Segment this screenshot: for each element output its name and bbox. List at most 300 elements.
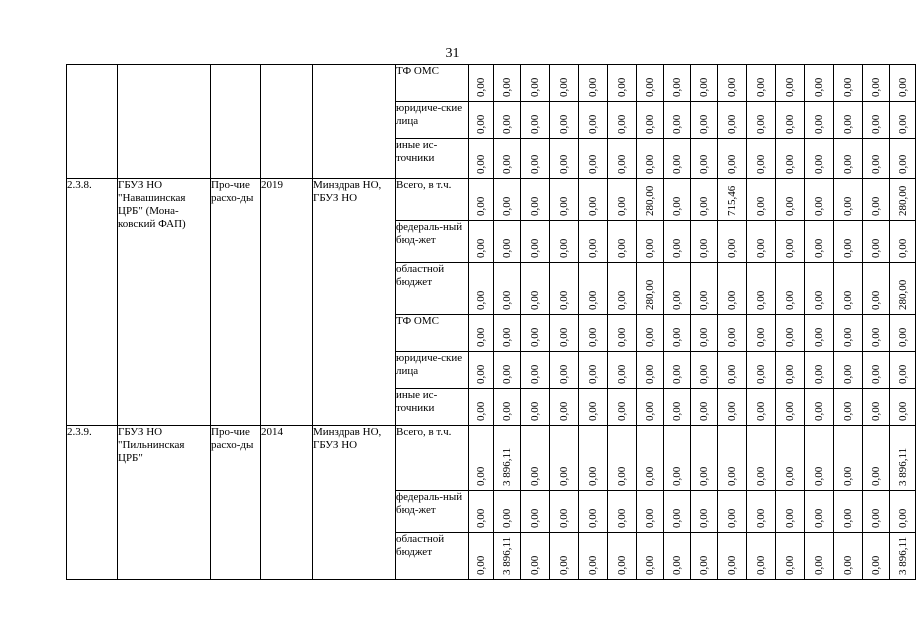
value-cell xyxy=(718,426,747,491)
value-text: 0,00 xyxy=(616,196,628,216)
expense-type-cell: Про-чие расхо-ды xyxy=(211,179,261,426)
value-text: 0,00 xyxy=(558,290,570,310)
value-text: 0,00 xyxy=(587,555,599,575)
value-cell xyxy=(863,315,890,352)
year-cell: 2014 xyxy=(261,426,313,580)
value-text: 0,00 xyxy=(501,327,513,347)
value-text: 0,00 xyxy=(813,364,825,384)
value-text: 0,00 xyxy=(558,154,570,174)
page-number: 31 xyxy=(445,46,460,61)
value-cell xyxy=(608,102,637,139)
value-cell xyxy=(718,65,747,102)
value-text: 0,00 xyxy=(698,154,710,174)
value-cell xyxy=(579,533,608,580)
value-text: 0,00 xyxy=(896,238,909,258)
value-cell xyxy=(550,102,579,139)
value-text: 0,00 xyxy=(726,466,738,486)
value-text: 0,00 xyxy=(616,327,628,347)
value-cell xyxy=(776,263,805,315)
value-text: 0,00 xyxy=(784,466,796,486)
value-cell xyxy=(550,426,579,491)
value-text: 0,00 xyxy=(501,77,513,97)
value-text: 0,00 xyxy=(870,364,882,384)
funding-source-label: Всего, в т.ч. xyxy=(396,179,452,191)
value-text: 0,00 xyxy=(698,114,710,134)
value-text: 3 896,11 xyxy=(501,447,513,486)
value-text: 0,00 xyxy=(813,154,825,174)
value-cell xyxy=(664,221,691,263)
value-text: 0,00 xyxy=(813,508,825,528)
value-text: 0,00 xyxy=(698,401,710,421)
value-text: 0,00 xyxy=(784,238,796,258)
value-text: 0,00 xyxy=(842,555,854,575)
value-text: 0,00 xyxy=(755,555,767,575)
value-text: 0,00 xyxy=(870,327,882,347)
value-cell xyxy=(890,263,916,315)
value-cell xyxy=(691,389,718,426)
funding-source-label: юридиче-ские лица xyxy=(396,102,463,127)
value-text: 280,00 xyxy=(896,185,909,216)
value-text: 0,00 xyxy=(587,466,599,486)
executor-cell xyxy=(313,65,396,179)
value-text: 0,00 xyxy=(842,154,854,174)
funding-source-label: иные ис-точники xyxy=(396,139,438,164)
value-text: 0,00 xyxy=(726,555,738,575)
value-text: 0,00 xyxy=(726,327,738,347)
value-text: 0,00 xyxy=(587,290,599,310)
value-cell xyxy=(834,65,863,102)
value-text: 0,00 xyxy=(755,77,767,97)
item-code-cell: 2.3.9. xyxy=(67,426,118,580)
value-text: 0,00 xyxy=(529,154,541,174)
value-cell xyxy=(550,389,579,426)
value-text: 0,00 xyxy=(671,154,683,174)
value-cell xyxy=(691,315,718,352)
value-text: 0,00 xyxy=(558,401,570,421)
value-text: 0,00 xyxy=(587,508,599,528)
item-code-cell xyxy=(67,65,118,179)
value-text: 0,00 xyxy=(558,466,570,486)
funding-source-label: ТФ ОМС xyxy=(396,65,439,77)
value-cell xyxy=(608,389,637,426)
funding-source-label: федераль-ный бюд-жет xyxy=(396,221,463,246)
value-text: 0,00 xyxy=(644,508,656,528)
value-text: 0,00 xyxy=(501,508,513,528)
funding-source-cell xyxy=(396,102,469,139)
value-text: 0,00 xyxy=(842,364,854,384)
value-text: 0,00 xyxy=(784,196,796,216)
value-text: 0,00 xyxy=(842,508,854,528)
value-cell xyxy=(579,179,608,221)
value-cell xyxy=(550,533,579,580)
value-text: 0,00 xyxy=(501,114,513,134)
value-cell xyxy=(718,139,747,179)
value-text: 0,00 xyxy=(842,466,854,486)
value-text: 0,00 xyxy=(558,555,570,575)
value-cell xyxy=(834,139,863,179)
value-cell xyxy=(494,533,521,580)
organization-cell: ГБУЗ НО "Пильнинская ЦРБ" xyxy=(118,426,211,580)
value-cell xyxy=(890,491,916,533)
value-cell xyxy=(834,102,863,139)
value-text: 0,00 xyxy=(587,364,599,384)
value-cell xyxy=(637,139,664,179)
value-cell xyxy=(747,179,776,221)
value-cell xyxy=(637,352,664,389)
value-text: 0,00 xyxy=(644,364,656,384)
value-cell xyxy=(494,315,521,352)
value-text: 0,00 xyxy=(813,466,825,486)
item-code-cell: 2.3.8. xyxy=(67,179,118,426)
value-cell xyxy=(608,139,637,179)
value-cell xyxy=(691,426,718,491)
value-cell xyxy=(863,491,890,533)
value-text: 0,00 xyxy=(784,327,796,347)
funding-source-label: юридиче-ские лица xyxy=(396,352,463,377)
value-text: 0,00 xyxy=(644,401,656,421)
value-cell xyxy=(664,263,691,315)
value-text: 0,00 xyxy=(870,77,882,97)
value-text: 0,00 xyxy=(698,77,710,97)
value-cell xyxy=(550,221,579,263)
value-cell xyxy=(805,263,834,315)
value-text: 3 896,11 xyxy=(896,447,909,486)
value-cell xyxy=(890,389,916,426)
value-cell xyxy=(664,491,691,533)
value-cell xyxy=(637,315,664,352)
value-cell xyxy=(494,389,521,426)
value-text: 0,00 xyxy=(784,508,796,528)
value-cell xyxy=(776,533,805,580)
value-cell xyxy=(469,179,494,221)
value-text: 0,00 xyxy=(644,238,656,258)
value-cell xyxy=(579,139,608,179)
value-cell xyxy=(469,389,494,426)
value-cell xyxy=(608,315,637,352)
value-cell xyxy=(863,533,890,580)
value-cell xyxy=(494,221,521,263)
value-cell xyxy=(718,263,747,315)
value-cell xyxy=(579,65,608,102)
value-cell xyxy=(550,352,579,389)
value-cell xyxy=(776,426,805,491)
value-text: 0,00 xyxy=(896,77,909,97)
value-text: 0,00 xyxy=(558,364,570,384)
value-cell xyxy=(579,221,608,263)
value-text: 0,00 xyxy=(616,555,628,575)
value-cell xyxy=(776,389,805,426)
value-text: 0,00 xyxy=(587,327,599,347)
value-text: 280,00 xyxy=(644,185,656,216)
value-text: 0,00 xyxy=(475,114,487,134)
value-cell xyxy=(890,315,916,352)
funding-source-label: иные ис-точники xyxy=(396,389,438,414)
value-cell xyxy=(521,179,550,221)
value-text: 0,00 xyxy=(726,401,738,421)
value-cell xyxy=(521,221,550,263)
value-cell xyxy=(805,389,834,426)
organization-cell: ГБУЗ НО "Навашинская ЦРБ" (Мона-ковский ФАП) xyxy=(118,179,211,426)
value-text: 0,00 xyxy=(616,238,628,258)
value-cell xyxy=(691,533,718,580)
value-cell xyxy=(579,491,608,533)
value-text: 0,00 xyxy=(698,508,710,528)
value-text: 0,00 xyxy=(896,364,909,384)
value-cell xyxy=(747,491,776,533)
funding-source-cell xyxy=(396,389,469,426)
value-text: 0,00 xyxy=(813,77,825,97)
value-cell xyxy=(469,315,494,352)
value-cell xyxy=(521,389,550,426)
value-cell xyxy=(469,533,494,580)
value-text: 0,00 xyxy=(558,327,570,347)
value-text: 0,00 xyxy=(587,154,599,174)
value-text: 0,00 xyxy=(784,555,796,575)
value-text: 0,00 xyxy=(784,401,796,421)
value-cell xyxy=(664,426,691,491)
value-text: 0,00 xyxy=(644,466,656,486)
value-text: 0,00 xyxy=(587,114,599,134)
value-text: 0,00 xyxy=(558,196,570,216)
value-cell xyxy=(691,221,718,263)
value-text: 0,00 xyxy=(755,401,767,421)
value-cell xyxy=(521,315,550,352)
table-row xyxy=(67,179,916,221)
value-cell xyxy=(664,389,691,426)
value-cell xyxy=(664,102,691,139)
executor-cell: Минздрав НО, ГБУЗ НО xyxy=(313,179,396,426)
value-cell xyxy=(718,389,747,426)
value-text: 0,00 xyxy=(475,364,487,384)
value-text: 0,00 xyxy=(475,77,487,97)
value-text: 0,00 xyxy=(870,196,882,216)
value-cell xyxy=(776,315,805,352)
value-cell xyxy=(469,263,494,315)
organization-cell xyxy=(118,65,211,179)
value-text: 0,00 xyxy=(870,290,882,310)
value-text: 0,00 xyxy=(671,114,683,134)
value-cell xyxy=(608,221,637,263)
value-text: 0,00 xyxy=(784,77,796,97)
value-text: 0,00 xyxy=(813,196,825,216)
value-text: 0,00 xyxy=(558,508,570,528)
value-cell xyxy=(494,179,521,221)
value-cell xyxy=(718,491,747,533)
value-cell xyxy=(550,179,579,221)
value-cell xyxy=(747,426,776,491)
value-text: 0,00 xyxy=(529,364,541,384)
funding-source-cell xyxy=(396,139,469,179)
value-text: 0,00 xyxy=(616,290,628,310)
value-text: 3 896,11 xyxy=(501,536,513,575)
value-cell xyxy=(805,491,834,533)
value-cell xyxy=(637,179,664,221)
value-cell xyxy=(834,179,863,221)
value-text: 0,00 xyxy=(698,238,710,258)
value-cell xyxy=(469,491,494,533)
value-cell xyxy=(834,491,863,533)
value-text: 0,00 xyxy=(558,114,570,134)
value-text: 0,00 xyxy=(616,77,628,97)
value-cell xyxy=(747,139,776,179)
value-cell xyxy=(890,139,916,179)
value-text: 0,00 xyxy=(529,466,541,486)
value-cell xyxy=(691,491,718,533)
value-text: 0,00 xyxy=(755,154,767,174)
value-cell xyxy=(776,491,805,533)
value-cell xyxy=(608,352,637,389)
value-text: 0,00 xyxy=(616,508,628,528)
value-text: 0,00 xyxy=(644,154,656,174)
value-cell xyxy=(890,179,916,221)
value-cell xyxy=(579,352,608,389)
value-text: 0,00 xyxy=(726,364,738,384)
value-cell xyxy=(579,102,608,139)
value-cell xyxy=(550,65,579,102)
value-cell xyxy=(691,139,718,179)
value-text: 0,00 xyxy=(896,114,909,134)
value-cell xyxy=(863,139,890,179)
year-cell: 2019 xyxy=(261,179,313,426)
value-text: 0,00 xyxy=(784,154,796,174)
value-text: 0,00 xyxy=(529,196,541,216)
value-cell xyxy=(550,491,579,533)
value-text: 0,00 xyxy=(587,401,599,421)
value-text: 0,00 xyxy=(842,327,854,347)
value-cell xyxy=(469,139,494,179)
value-cell xyxy=(494,491,521,533)
funding-source-cell xyxy=(396,352,469,389)
value-cell xyxy=(805,352,834,389)
value-text: 0,00 xyxy=(671,77,683,97)
value-cell xyxy=(747,389,776,426)
value-text: 0,00 xyxy=(726,508,738,528)
value-cell xyxy=(747,533,776,580)
value-cell xyxy=(718,352,747,389)
value-cell xyxy=(834,426,863,491)
value-text: 0,00 xyxy=(755,196,767,216)
value-text: 0,00 xyxy=(475,327,487,347)
value-text: 0,00 xyxy=(671,290,683,310)
value-text: 0,00 xyxy=(698,327,710,347)
value-cell xyxy=(521,139,550,179)
value-text: 0,00 xyxy=(587,238,599,258)
value-cell xyxy=(494,352,521,389)
value-cell xyxy=(469,426,494,491)
value-text: 0,00 xyxy=(813,290,825,310)
value-text: 0,00 xyxy=(726,114,738,134)
value-text: 0,00 xyxy=(501,401,513,421)
value-cell xyxy=(579,389,608,426)
value-cell xyxy=(521,426,550,491)
value-text: 0,00 xyxy=(698,364,710,384)
value-text: 0,00 xyxy=(870,114,882,134)
value-text: 0,00 xyxy=(755,508,767,528)
value-cell xyxy=(469,352,494,389)
value-text: 0,00 xyxy=(896,401,909,421)
value-text: 0,00 xyxy=(842,77,854,97)
value-text: 0,00 xyxy=(529,114,541,134)
value-text: 0,00 xyxy=(813,555,825,575)
value-cell xyxy=(664,65,691,102)
value-text: 3 896,11 xyxy=(896,536,909,575)
expense-type-cell xyxy=(211,65,261,179)
value-cell xyxy=(469,65,494,102)
value-text: 0,00 xyxy=(784,114,796,134)
value-text: 0,00 xyxy=(698,555,710,575)
value-text: 0,00 xyxy=(726,290,738,310)
value-cell xyxy=(890,102,916,139)
value-cell xyxy=(718,221,747,263)
value-cell xyxy=(637,491,664,533)
value-cell xyxy=(747,352,776,389)
value-text: 0,00 xyxy=(896,327,909,347)
value-text: 0,00 xyxy=(616,401,628,421)
value-text: 0,00 xyxy=(616,154,628,174)
value-text: 0,00 xyxy=(529,77,541,97)
value-cell xyxy=(863,263,890,315)
table-row xyxy=(67,65,916,102)
value-cell xyxy=(863,426,890,491)
value-text: 0,00 xyxy=(475,555,487,575)
value-text: 0,00 xyxy=(870,555,882,575)
value-cell xyxy=(890,65,916,102)
value-cell xyxy=(718,315,747,352)
value-text: 0,00 xyxy=(755,327,767,347)
value-text: 0,00 xyxy=(755,364,767,384)
value-cell xyxy=(608,263,637,315)
value-text: 0,00 xyxy=(587,196,599,216)
value-cell xyxy=(834,389,863,426)
value-cell xyxy=(637,263,664,315)
value-cell xyxy=(834,352,863,389)
value-text: 0,00 xyxy=(529,290,541,310)
value-text: 0,00 xyxy=(671,364,683,384)
value-text: 0,00 xyxy=(501,196,513,216)
value-cell xyxy=(550,263,579,315)
value-text: 0,00 xyxy=(529,508,541,528)
value-text: 0,00 xyxy=(475,508,487,528)
funding-source-cell xyxy=(396,263,469,315)
value-cell xyxy=(863,179,890,221)
value-cell xyxy=(494,426,521,491)
value-cell xyxy=(718,533,747,580)
value-text: 0,00 xyxy=(475,290,487,310)
value-cell xyxy=(805,179,834,221)
value-text: 0,00 xyxy=(698,196,710,216)
value-text: 0,00 xyxy=(529,327,541,347)
value-text: 0,00 xyxy=(475,196,487,216)
value-cell xyxy=(691,352,718,389)
value-text: 0,00 xyxy=(501,290,513,310)
value-cell xyxy=(776,102,805,139)
value-text: 0,00 xyxy=(501,364,513,384)
value-cell xyxy=(747,102,776,139)
value-cell xyxy=(494,139,521,179)
funding-source-label: областной бюджет xyxy=(396,533,445,558)
value-cell xyxy=(863,65,890,102)
value-text: 0,00 xyxy=(813,327,825,347)
value-cell xyxy=(805,65,834,102)
value-text: 0,00 xyxy=(755,238,767,258)
value-cell xyxy=(776,139,805,179)
value-cell xyxy=(805,102,834,139)
funding-source-cell xyxy=(396,315,469,352)
value-text: 280,00 xyxy=(896,279,909,310)
value-cell xyxy=(805,426,834,491)
value-cell xyxy=(890,352,916,389)
value-cell xyxy=(521,65,550,102)
